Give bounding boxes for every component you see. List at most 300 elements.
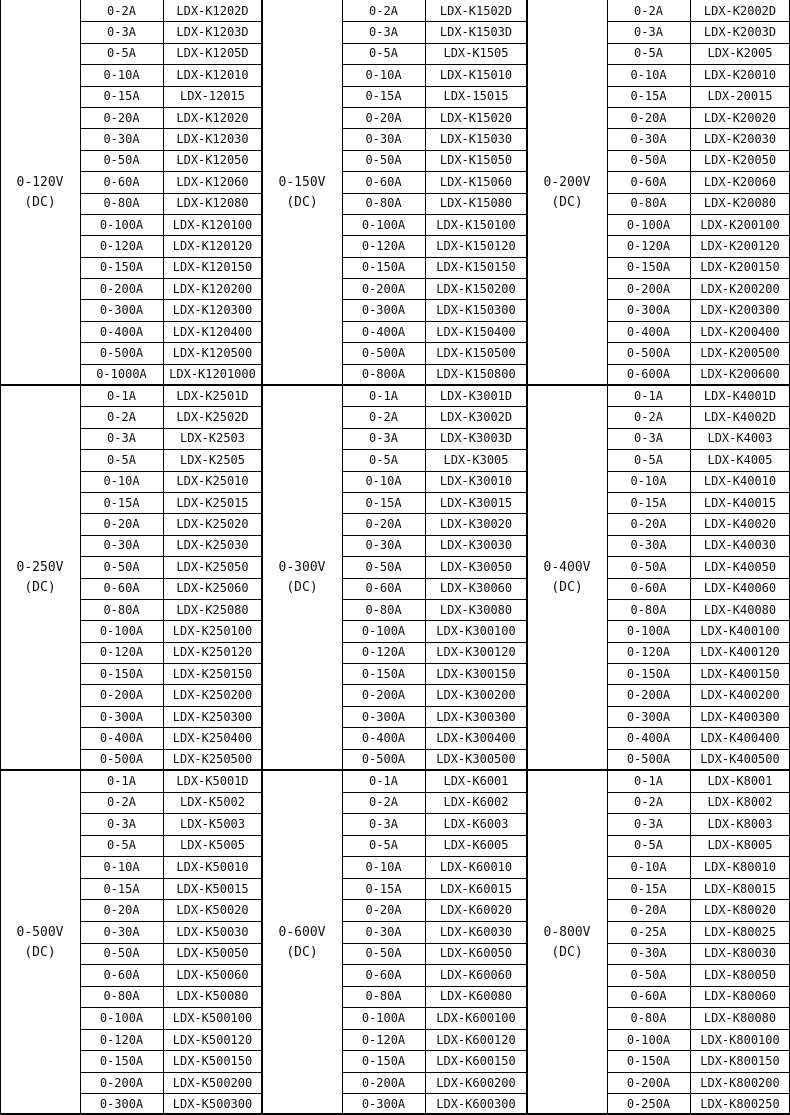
current-range-cell: 0-50A — [630, 559, 667, 574]
row-divider — [607, 513, 790, 514]
row-divider — [607, 64, 790, 65]
current-range-cell: 0-400A — [361, 730, 406, 745]
row-divider — [80, 599, 262, 600]
current-range-cell: 0-50A — [103, 153, 140, 168]
model-number-cell: LDX-K6001 — [443, 773, 509, 788]
row-divider — [342, 642, 527, 643]
row-divider — [607, 964, 790, 965]
model-number-cell: LDX-K30015 — [439, 495, 513, 510]
model-number-cell: LDX-K50060 — [176, 967, 249, 982]
current-range-cell: 0-300A — [626, 303, 671, 318]
model-number-cell: LDX-K15030 — [439, 132, 513, 147]
row-divider — [342, 321, 527, 322]
current-range-cell: 0-150A — [361, 666, 406, 681]
current-range-cell: 0-2A — [107, 3, 136, 18]
row-divider — [607, 684, 790, 685]
model-number-cell: LDX-K150150 — [436, 260, 516, 275]
column-divider — [342, 0, 343, 385]
row-divider — [342, 535, 527, 536]
current-range-cell: 0-500A — [361, 752, 406, 767]
current-range-cell: 0-120A — [361, 1032, 406, 1047]
current-range-cell: 0-200A — [361, 688, 406, 703]
row-divider — [607, 1072, 790, 1073]
current-range-cell: 0-30A — [630, 538, 667, 553]
current-range-cell: 0-20A — [365, 903, 402, 918]
row-divider — [80, 428, 262, 429]
current-range-cell: 0-10A — [103, 860, 140, 875]
model-number-cell: LDX-K8005 — [707, 838, 773, 853]
row-divider — [80, 64, 262, 65]
voltage-range-label — [262, 385, 342, 770]
current-range-cell: 0-5A — [369, 838, 398, 853]
model-number-cell: LDX-K150120 — [436, 238, 516, 253]
model-number-cell: LDX-K60030 — [439, 924, 513, 939]
voltage-range-label — [527, 0, 607, 385]
model-number-cell: LDX-K250400 — [172, 730, 253, 745]
current-range-cell: 0-120A — [99, 238, 144, 253]
model-number-cell: LDX-K250150 — [172, 666, 253, 681]
model-number-cell: LDX-K12030 — [176, 132, 249, 147]
row-divider — [80, 792, 262, 793]
row-divider — [80, 406, 262, 407]
model-number-cell: LDX-K200120 — [700, 238, 780, 253]
current-range-cell: 0-100A — [99, 623, 144, 638]
model-number-cell: LDX-K300150 — [436, 666, 516, 681]
model-number-cell: LDX-K20010 — [703, 67, 777, 82]
model-number-cell: LDX-K300120 — [436, 645, 516, 660]
current-range-cell: 0-80A — [103, 989, 140, 1004]
model-number-cell: LDX-K400150 — [700, 666, 780, 681]
current-range-cell: 0-60A — [103, 967, 140, 982]
current-type: (DC) — [286, 194, 318, 210]
model-number-cell: LDX-K800250 — [700, 1097, 780, 1112]
model-number-cell: LDX-K20020 — [703, 110, 777, 125]
model-number-cell: LDX-K600120 — [436, 1032, 516, 1047]
column-divider — [607, 0, 608, 385]
section-divider — [0, 384, 790, 386]
model-number-cell: LDX-K4002D — [703, 410, 777, 425]
row-divider — [80, 364, 262, 365]
model-number-cell: LDX-K5001D — [176, 773, 249, 788]
current-range-cell: 0-500A — [361, 345, 406, 360]
current-range-cell: 0-1A — [369, 388, 398, 403]
row-divider — [80, 257, 262, 258]
model-number-cell: LDX-K500100 — [172, 1010, 253, 1025]
model-number-cell: LDX-K30010 — [439, 474, 513, 489]
current-range-cell: 0-500A — [99, 752, 144, 767]
row-divider — [607, 706, 790, 707]
current-range-cell: 0-80A — [630, 1010, 667, 1025]
current-range-cell: 0-100A — [626, 217, 671, 232]
model-number-cell: LDX-K300500 — [436, 752, 516, 767]
model-number-cell: LDX-K25080 — [176, 602, 249, 617]
model-number-cell: LDX-K30060 — [439, 581, 513, 596]
model-number-cell: LDX-K150400 — [436, 324, 516, 339]
row-divider — [342, 706, 527, 707]
model-number-cell: LDX-K50015 — [176, 881, 249, 896]
row-divider — [607, 642, 790, 643]
model-number-cell: LDX-K600300 — [436, 1097, 516, 1112]
model-number-cell: LDX-K15050 — [439, 153, 513, 168]
row-divider — [607, 813, 790, 814]
row-divider — [607, 86, 790, 87]
current-range-cell: 0-250A — [626, 1097, 671, 1112]
model-number-cell: LDX-K300100 — [436, 623, 516, 638]
model-number-cell: LDX-K50030 — [176, 924, 249, 939]
current-range-cell: 0-200A — [99, 1075, 144, 1090]
model-number-cell: LDX-K150100 — [436, 217, 516, 232]
model-number-cell: LDX-K2003D — [703, 25, 777, 40]
current-range-cell: 0-2A — [369, 410, 398, 425]
current-range-cell: 0-150A — [361, 260, 406, 275]
current-range-cell: 0-400A — [99, 730, 144, 745]
row-divider — [342, 342, 527, 343]
current-range-cell: 0-1A — [634, 388, 663, 403]
model-number-cell: LDX-K20080 — [703, 196, 777, 211]
row-divider — [607, 986, 790, 987]
current-range-cell: 0-15A — [103, 881, 140, 896]
row-divider — [342, 1029, 527, 1030]
current-range-cell: 0-120A — [361, 238, 406, 253]
row-divider — [80, 706, 262, 707]
model-number-cell: LDX-K250200 — [172, 688, 253, 703]
current-type: (DC) — [24, 579, 56, 595]
row-divider — [342, 964, 527, 965]
column-divider — [425, 385, 426, 770]
current-range-cell: 0-50A — [630, 153, 667, 168]
current-range-cell: 0-100A — [361, 1010, 406, 1025]
model-number-cell: LDX-K8001 — [707, 773, 773, 788]
row-divider — [342, 64, 527, 65]
current-range-cell: 0-50A — [630, 967, 667, 982]
current-range-cell: 0-80A — [365, 602, 402, 617]
model-number-cell: LDX-K25010 — [176, 474, 249, 489]
model-number-cell: LDX-K60050 — [439, 946, 513, 961]
model-number-cell: LDX-K300200 — [436, 688, 516, 703]
column-divider — [80, 385, 81, 770]
row-divider — [342, 943, 527, 944]
current-range-cell: 0-10A — [630, 474, 667, 489]
model-number-cell: LDX-K15020 — [439, 110, 513, 125]
row-divider — [607, 921, 790, 922]
current-range-cell: 0-50A — [365, 559, 402, 574]
group-divider — [526, 0, 528, 1115]
current-range-cell: 0-80A — [365, 989, 402, 1004]
model-number-cell: LDX-K40010 — [703, 474, 777, 489]
model-number-cell: LDX-K60015 — [439, 881, 513, 896]
row-divider — [80, 86, 262, 87]
model-number-cell: LDX-K400400 — [700, 730, 780, 745]
current-range-cell: 0-400A — [361, 324, 406, 339]
model-number-cell: LDX-K3001D — [439, 388, 513, 403]
model-number-cell: LDX-K80080 — [703, 1010, 777, 1025]
current-range-cell: 0-50A — [103, 559, 140, 574]
row-divider — [607, 878, 790, 879]
row-divider — [80, 321, 262, 322]
current-range-cell: 0-200A — [626, 281, 671, 296]
current-range-cell: 0-3A — [369, 816, 398, 831]
row-divider — [80, 278, 262, 279]
current-range-cell: 0-60A — [103, 581, 140, 596]
row-divider — [80, 943, 262, 944]
row-divider — [342, 1050, 527, 1051]
model-number-cell: LDX-K5002 — [179, 795, 246, 810]
current-range-cell: 0-3A — [634, 816, 663, 831]
row-divider — [342, 578, 527, 579]
model-number-cell: LDX-K80015 — [703, 881, 777, 896]
model-number-cell: LDX-K120400 — [172, 324, 253, 339]
current-range-cell: 0-10A — [103, 67, 140, 82]
row-divider — [342, 299, 527, 300]
model-number-cell: LDX-K200500 — [700, 345, 780, 360]
row-divider — [80, 620, 262, 621]
voltage-range-label — [527, 385, 607, 770]
column-divider — [690, 385, 691, 770]
voltage-range-label — [0, 770, 80, 1115]
model-number-cell: LDX-K120300 — [172, 303, 253, 318]
row-divider — [607, 727, 790, 728]
model-number-cell: LDX-K40020 — [703, 517, 777, 532]
current-range-cell: 0-1A — [634, 773, 663, 788]
current-range-cell: 0-30A — [630, 132, 667, 147]
model-number-cell: LDX-K25050 — [176, 559, 249, 574]
current-range-cell: 0-20A — [365, 517, 402, 532]
row-divider — [342, 921, 527, 922]
row-divider — [80, 856, 262, 857]
current-range-cell: 0-1A — [369, 773, 398, 788]
row-divider — [80, 1093, 262, 1094]
current-range-cell: 0-20A — [103, 903, 140, 918]
current-range-cell: 0-500A — [99, 345, 144, 360]
model-number-cell: LDX-K80030 — [703, 946, 777, 961]
voltage-value: 0-600V — [278, 924, 326, 940]
current-type: (DC) — [24, 194, 56, 210]
current-range-cell: 0-2A — [634, 410, 663, 425]
model-number-cell: LDX-15015 — [443, 89, 509, 104]
row-divider — [342, 21, 527, 22]
row-divider — [342, 727, 527, 728]
current-range-cell: 0-15A — [103, 89, 140, 104]
model-number-cell: LDX-K60020 — [439, 903, 513, 918]
current-range-cell: 0-15A — [365, 495, 402, 510]
row-divider — [607, 492, 790, 493]
current-range-cell: 0-15A — [630, 881, 667, 896]
column-divider — [342, 770, 343, 1115]
model-number-cell: LDX-K3003D — [439, 431, 513, 446]
current-range-cell: 0-5A — [369, 452, 398, 467]
model-number-cell: LDX-K1505 — [443, 46, 509, 61]
model-number-cell: LDX-K50020 — [176, 903, 249, 918]
current-range-cell: 0-20A — [103, 517, 140, 532]
row-divider — [80, 128, 262, 129]
current-range-cell: 0-5A — [634, 452, 663, 467]
current-range-cell: 0-2A — [107, 795, 136, 810]
voltage-range-label — [262, 0, 342, 385]
row-divider — [80, 642, 262, 643]
model-number-cell: LDX-K15080 — [439, 196, 513, 211]
model-number-cell: LDX-K800200 — [700, 1075, 780, 1090]
voltage-value: 0-400V — [543, 559, 591, 575]
row-divider — [607, 578, 790, 579]
row-divider — [607, 321, 790, 322]
model-number-cell: LDX-K600150 — [436, 1054, 516, 1069]
current-range-cell: 0-60A — [630, 174, 667, 189]
current-range-cell: 0-150A — [99, 1054, 144, 1069]
current-type: (DC) — [24, 944, 56, 960]
current-range-cell: 0-200A — [626, 688, 671, 703]
row-divider — [342, 856, 527, 857]
model-number-cell: LDX-K600100 — [436, 1010, 516, 1025]
model-number-cell: LDX-K30050 — [439, 559, 513, 574]
current-range-cell: 0-20A — [103, 110, 140, 125]
row-divider — [342, 86, 527, 87]
current-range-cell: 0-120A — [626, 645, 671, 660]
current-range-cell: 0-20A — [630, 110, 667, 125]
row-divider — [607, 599, 790, 600]
model-number-cell: LDX-K50010 — [176, 860, 249, 875]
current-range-cell: 0-100A — [361, 217, 406, 232]
current-range-cell: 0-50A — [365, 153, 402, 168]
row-divider — [607, 556, 790, 557]
model-number-cell: LDX-K20060 — [703, 174, 777, 189]
current-range-cell: 0-80A — [103, 602, 140, 617]
model-number-cell: LDX-K1205D — [176, 46, 249, 61]
current-range-cell: 0-100A — [99, 217, 144, 232]
current-range-cell: 0-5A — [107, 838, 136, 853]
row-divider — [607, 278, 790, 279]
current-range-cell: 0-5A — [634, 838, 663, 853]
model-number-cell: LDX-K40060 — [703, 581, 777, 596]
model-number-cell: LDX-K300400 — [436, 730, 516, 745]
model-number-cell: LDX-K2503 — [179, 431, 246, 446]
row-divider — [607, 1029, 790, 1030]
row-divider — [607, 1050, 790, 1051]
current-range-cell: 0-80A — [103, 196, 140, 211]
current-range-cell: 0-30A — [365, 924, 402, 939]
row-divider — [80, 535, 262, 536]
row-divider — [342, 214, 527, 215]
current-range-cell: 0-200A — [99, 688, 144, 703]
current-range-cell: 0-150A — [626, 260, 671, 275]
model-number-cell: LDX-K1203D — [176, 25, 249, 40]
row-divider — [80, 214, 262, 215]
voltage-value: 0-250V — [16, 559, 64, 575]
row-divider — [342, 599, 527, 600]
table-border — [0, 0, 1, 1115]
model-number-cell: LDX-K80020 — [703, 903, 777, 918]
current-range-cell: 0-5A — [107, 46, 136, 61]
model-number-cell: LDX-K200200 — [700, 281, 780, 296]
current-type: (DC) — [286, 579, 318, 595]
current-range-cell: 0-120A — [99, 645, 144, 660]
model-number-cell: LDX-K5003 — [179, 816, 246, 831]
row-divider — [607, 150, 790, 151]
column-divider — [80, 0, 81, 385]
model-number-cell: LDX-K15060 — [439, 174, 513, 189]
current-range-cell: 0-100A — [626, 623, 671, 638]
current-range-cell: 0-20A — [365, 110, 402, 125]
current-range-cell: 0-15A — [630, 89, 667, 104]
current-range-cell: 0-10A — [103, 474, 140, 489]
model-number-cell: LDX-K8003 — [707, 816, 773, 831]
row-divider — [342, 107, 527, 108]
model-number-cell: LDX-K30020 — [439, 517, 513, 532]
row-divider — [80, 171, 262, 172]
model-number-cell: LDX-K20050 — [703, 153, 777, 168]
voltage-value: 0-120V — [16, 174, 64, 190]
model-number-cell: LDX-K800100 — [700, 1032, 780, 1047]
model-number-cell: LDX-K60010 — [439, 860, 513, 875]
row-divider — [342, 663, 527, 664]
row-divider — [342, 620, 527, 621]
current-range-cell: 0-25A — [630, 924, 667, 939]
current-range-cell: 0-300A — [99, 709, 144, 724]
row-divider — [80, 684, 262, 685]
current-range-cell: 0-15A — [365, 89, 402, 104]
current-range-cell: 0-60A — [630, 581, 667, 596]
current-range-cell: 0-30A — [103, 132, 140, 147]
current-range-cell: 0-2A — [634, 795, 663, 810]
current-range-cell: 0-150A — [626, 1054, 671, 1069]
current-range-cell: 0-50A — [103, 946, 140, 961]
model-number-cell: LDX-K20030 — [703, 132, 777, 147]
row-divider — [80, 299, 262, 300]
current-range-cell: 0-3A — [107, 816, 136, 831]
current-range-cell: 0-5A — [107, 452, 136, 467]
current-range-cell: 0-80A — [630, 196, 667, 211]
current-range-cell: 0-300A — [626, 709, 671, 724]
row-divider — [607, 406, 790, 407]
current-range-cell: 0-60A — [365, 174, 402, 189]
current-range-cell: 0-80A — [630, 602, 667, 617]
row-divider — [342, 43, 527, 44]
model-number-cell: LDX-K250300 — [172, 709, 253, 724]
model-number-cell: LDX-K80010 — [703, 860, 777, 875]
row-divider — [80, 235, 262, 236]
row-divider — [342, 749, 527, 750]
row-divider — [80, 835, 262, 836]
current-range-cell: 0-15A — [630, 495, 667, 510]
row-divider — [80, 727, 262, 728]
row-divider — [607, 364, 790, 365]
model-number-cell: LDX-K80025 — [703, 924, 777, 939]
model-number-cell: LDX-K1201000 — [169, 367, 256, 382]
current-type: (DC) — [551, 944, 583, 960]
row-divider — [342, 1007, 527, 1008]
model-number-cell: LDX-K300300 — [436, 709, 516, 724]
voltage-range-label — [262, 770, 342, 1115]
row-divider — [607, 663, 790, 664]
row-divider — [607, 856, 790, 857]
row-divider — [342, 835, 527, 836]
current-range-cell: 0-30A — [103, 538, 140, 553]
model-number-cell: LDX-K4003 — [707, 431, 773, 446]
model-number-cell: LDX-20015 — [707, 89, 773, 104]
model-number-cell: LDX-K250120 — [172, 645, 253, 660]
current-range-cell: 0-3A — [369, 431, 398, 446]
current-range-cell: 0-1A — [107, 773, 136, 788]
row-divider — [342, 792, 527, 793]
current-range-cell: 0-800A — [361, 367, 406, 382]
current-range-cell: 0-2A — [369, 3, 398, 18]
model-number-cell: LDX-K120150 — [172, 260, 253, 275]
row-divider — [80, 342, 262, 343]
model-number-cell: LDX-K400120 — [700, 645, 780, 660]
row-divider — [607, 171, 790, 172]
current-range-cell: 0-120A — [361, 645, 406, 660]
model-number-cell: LDX-K12050 — [176, 153, 249, 168]
current-range-cell: 0-400A — [99, 324, 144, 339]
